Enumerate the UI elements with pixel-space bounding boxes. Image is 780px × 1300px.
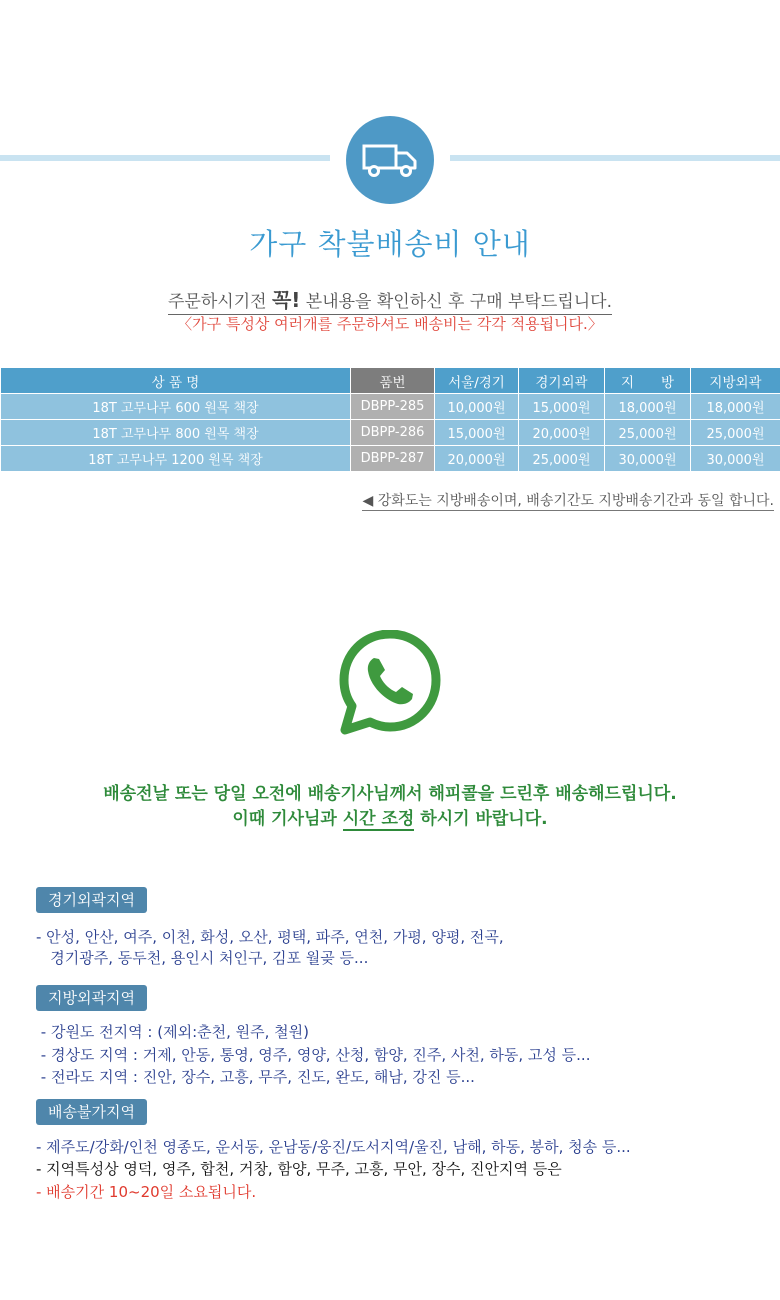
header-gyeonggi-outskirts: 경기외곽	[519, 368, 605, 394]
cell-price: 18,000원	[691, 394, 780, 420]
happycall-notice: 배송전날 또는 당일 오전에 배송기사님께서 해피콜을 드린후 배송해드립니다.	[103, 784, 677, 804]
cell-price: 10,000원	[435, 394, 519, 420]
region-list-line: - 경상도 지역 : 거제, 안동, 통영, 영주, 영양, 산청, 함양, 진주, 사천, 하동, 고성 등...	[36, 1046, 591, 1064]
cell-price: 15,000원	[519, 394, 605, 420]
table-row	[1, 394, 780, 420]
cell-product-code: DBPP-286	[351, 420, 435, 446]
header-product-code: 품번	[351, 368, 435, 394]
section-badge-gyeonggi-outskirts: 경기외곽지역	[36, 887, 147, 913]
region-list-line: - 안성, 안산, 여주, 이천, 화성, 오산, 평택, 파주, 연천, 가평, 양평, 전곡,	[36, 928, 504, 946]
region-list-line: - 전라도 지역 : 진안, 장수, 고흥, 무주, 진도, 완도, 해남, 강진 등...	[36, 1068, 475, 1086]
cell-price: 18,000원	[605, 394, 691, 420]
table-header-row	[1, 368, 780, 394]
whatsapp-phone-icon	[338, 630, 442, 740]
section-badge-province-outskirts: 지방외곽지역	[36, 985, 147, 1011]
region-list-line: - 제주도/강화/인천 영종도, 운서동, 운남동/웅진/도서지역/울진, 남해, 하동, 봉하, 청송 등...	[36, 1138, 631, 1156]
shipping-subnotice: 〈가구 특성상 여러개를 주문하셔도 배송비는 각각 적용됩니다.〉	[177, 315, 603, 333]
time-adjust-notice: 이때 기사님과 시간 조정 하시기 바랍니다.	[232, 809, 548, 829]
header-seoul-gyeonggi: 서울/경기	[435, 368, 519, 394]
header-product-name: 상 품 명	[1, 368, 351, 394]
table-row	[1, 446, 780, 472]
divider-left	[0, 155, 330, 161]
region-list-line: - 지역특성상 영덕, 영주, 합천, 거창, 함양, 무주, 고흥, 무안, 장수, 진안지역 등은	[36, 1160, 562, 1178]
cell-price: 25,000원	[691, 420, 780, 446]
ganghwa-notice: ◀ 강화도는 지방배송이며, 배송기간도 지방배송기간과 동일 합니다.	[362, 493, 774, 509]
cell-price: 25,000원	[519, 446, 605, 472]
delivery-period-line: - 배송기간 10~20일 소요됩니다.	[36, 1183, 257, 1201]
cell-price: 20,000원	[519, 420, 605, 446]
region-list-line: - 강원도 전지역 : (제외:춘천, 원주, 철원)	[36, 1023, 309, 1041]
cell-product-code: DBPP-287	[351, 446, 435, 472]
shipping-price-table	[0, 367, 780, 472]
section-badge-no-delivery: 배송불가지역	[36, 1099, 147, 1125]
header-province-outskirts: 지방외곽	[691, 368, 780, 394]
cell-price: 15,000원	[435, 420, 519, 446]
truck-icon	[346, 116, 434, 204]
cell-product-name: 18T 고무나무 1200 원목 책장	[1, 446, 351, 472]
page-title: 가구 착불배송비 안내	[249, 227, 531, 261]
cell-price: 25,000원	[605, 420, 691, 446]
divider-right	[450, 155, 780, 161]
cell-price: 30,000원	[691, 446, 780, 472]
header-province: 지 방	[605, 368, 691, 394]
purchase-notice: 주문하시기전 꼭! 본내용을 확인하신 후 구매 부탁드립니다.	[0, 284, 780, 313]
table-row	[1, 420, 780, 446]
cell-product-name: 18T 고무나무 600 원목 책장	[1, 394, 351, 420]
cell-price: 20,000원	[435, 446, 519, 472]
cell-product-code: DBPP-285	[351, 394, 435, 420]
cell-product-name: 18T 고무나무 800 원목 책장	[1, 420, 351, 446]
region-list-line: 경기광주, 동두천, 용인시 처인구, 김포 월곶 등...	[36, 949, 369, 967]
cell-price: 30,000원	[605, 446, 691, 472]
